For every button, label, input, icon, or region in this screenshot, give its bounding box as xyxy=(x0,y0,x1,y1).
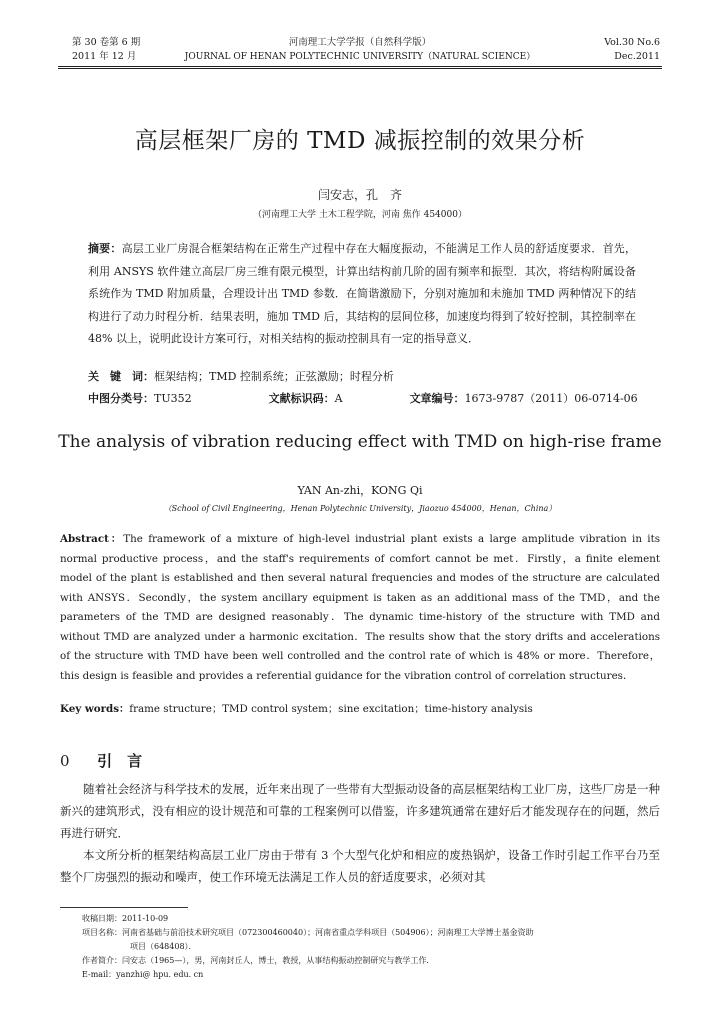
keywords-cn xyxy=(88,366,636,389)
header-volume-issue: 第 30 卷第 6 期 xyxy=(72,37,141,48)
header-rule-top xyxy=(58,66,662,67)
paper-title-cn: 高层框架厂房的 TMD 减振控制的效果分析 xyxy=(134,128,586,154)
keywords-en-label: Key words： xyxy=(60,703,130,715)
article-no-label: 文章编号： xyxy=(409,392,465,405)
keywords-en xyxy=(60,700,660,720)
doc-code-label: 文献标识码： xyxy=(268,392,335,405)
doc-code-value: A xyxy=(334,392,343,405)
clc-label: 中图分类号： xyxy=(88,392,154,405)
body-paragraph-2: 本文所分析的框架结构高层工业厂房由于带有 3 个大型气化炉和相应的废热锅炉，设备工作时引起工作平台乃至整个厂房强烈的振动和噪声，使工作环境无法满足工作人员的舒适度要求，必须对其 xyxy=(60,848,660,884)
header-vol-no: Vol.30 No.6 xyxy=(604,37,660,48)
authors-cn: 闫安志，孔 齐 xyxy=(317,188,402,202)
paper-title-en: The analysis of vibration reducing effect with TMD on high-rise frame xyxy=(58,432,662,452)
section-heading xyxy=(60,750,142,771)
footnote-fund: 项目名称：河南省基础与前沿技术研究项目（072300460040）；河南省重点学科项目（504906）；河南理工大学博士基金资助 xyxy=(82,928,534,937)
body-paragraph-1: 随着社会经济与科学技术的发展，近年来出现了一些带有大型振动设备的高层框架结构工业厂房，这些厂房是一种新兴的建筑形式，没有相应的设计规范和可靠的工程案例可以借鉴，许多建筑通常在建好后才能发现存在的问题，然后再进行研究． xyxy=(60,782,660,840)
footnote-fund-cont: 项目（648408）． xyxy=(130,942,197,951)
footnote-email: E-mail：yanzhi@ hpu. edu. cn xyxy=(82,970,204,979)
footnote-rule xyxy=(60,907,188,908)
footnote-author: 作者简介：闫安志（1965—），男，河南封丘人，博士，教授，从事结构振动控制研究与教学工作． xyxy=(82,956,435,965)
affiliation-cn: （河南理工大学 土木工程学院，河南 焦作 454000） xyxy=(253,210,467,220)
header-rule-bottom xyxy=(58,68,662,69)
section-number: 0 xyxy=(60,752,70,770)
keywords-cn-label: 关 键 词： xyxy=(88,370,154,383)
abstract-en-label: Abstract： xyxy=(60,533,124,545)
abstract-en-text: The framework of a mixture of high-level industrial plant exists a large amplitude vibration in its normal productive process，and the staff's requirements of comfort cannot be met．Firstly，a finite element model of the plant is established and then several natural frequencies and modes of the structure are calculated with ANSYS．Secondly，the system ancillary equipment is taken as an additional mass of the TMD，and the parameters of the TMD are designed reasonably．The dynamic time-history of the structure with TMD and without TMD are analyzed under a harmonic excitation．The results show that the story drifts and accelerations of the structure with TMD have been well controlled and the control rate of which is 48% or more．Therefore，this design is feasible and provides a referential guidance for the vibration control of correlation structures． xyxy=(60,533,660,682)
authors-en: YAN An-zhi，KONG Qi xyxy=(297,484,423,497)
abstract-cn-label: 摘要： xyxy=(88,242,122,255)
header-journal-cn: 河南理工大学学报（自然科学版） xyxy=(288,37,432,48)
section-title: 引 言 xyxy=(97,752,143,770)
clc-value: TU352 xyxy=(154,392,192,405)
header-dec: Dec.2011 xyxy=(614,51,660,62)
abstract-cn xyxy=(88,238,636,351)
header-date: 2011 年 12 月 xyxy=(72,51,137,62)
keywords-en-text: frame structure；TMD control system；sine excitation；time-history analysis xyxy=(129,703,533,715)
affiliation-en: （School of Civil Engineering，Henan Polytechnic University，Jiaozuo 454000，Henan，China） xyxy=(163,504,557,513)
abstract-cn-text: 高层工业厂房混合框架结构在正常生产过程中存在大幅度振动，不能满足工作人员的舒适度要求．首先，利用 ANSYS 软件建立高层厂房三维有限元模型，计算出结构前几阶的固有频率和振型．其次，将结构附属设备系统作为 TMD 附加质量，合理设计出 TMD 参数．在简谐激励下，分别对施加和未施加 TMD 两种情况下的结构进行了动力时程分析．结果表明，施加 TMD 后，其结构的层间位移，加速度均得到了较好控制，其控制率在 48% 以上，说明此设计方案可行，对相关结构的振动控制具有一定的指导意义． xyxy=(88,242,636,345)
keywords-cn-text: 框架结构；TMD 控制系统；正弦激励；时程分析 xyxy=(154,370,394,383)
article-no-value: 1673-9787（2011）06-0714-06 xyxy=(464,392,638,405)
classification-line xyxy=(88,388,648,411)
header-journal-en: JOURNAL OF HENAN POLYTECHNIC UNIVERSITY（NATURAL SCIENCE） xyxy=(184,52,536,62)
abstract-en xyxy=(60,530,660,686)
footnote-received: 收稿日期：2011-10-09 xyxy=(82,914,169,923)
